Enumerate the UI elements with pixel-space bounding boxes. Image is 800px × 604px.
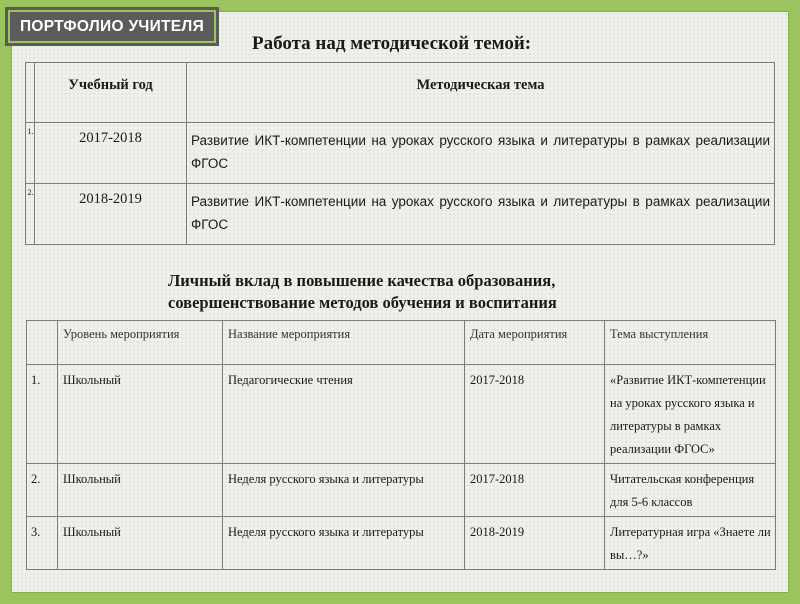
row-name: Неделя русского языка и литературы — [223, 464, 465, 517]
header-topic: Методическая тема — [187, 63, 775, 123]
section-title-contribution: Личный вклад в повышение качества образования, совершенствование методов обучения и воспитания — [168, 271, 557, 312]
table-row — [27, 365, 776, 464]
row-year: 2017-2018 — [35, 123, 187, 184]
table-row — [27, 517, 776, 570]
row-topic: Развитие ИКТ-компетенции на уроках русского языка и литературы в рамках реализации ФГОС — [187, 184, 775, 245]
row-date: 2018-2019 — [465, 517, 605, 570]
row-number: 1. — [27, 365, 58, 464]
row-speech-topic: Читательская конференция для 5-6 классов — [605, 464, 776, 517]
table-header-row — [26, 63, 775, 123]
header-level: Уровень мероприятия — [58, 321, 223, 365]
row-level: Школьный — [58, 365, 223, 464]
header-speech-topic: Тема выступления — [605, 321, 776, 365]
table-header-row — [27, 321, 776, 365]
method-topic-table — [25, 62, 775, 245]
row-number: 3. — [27, 517, 58, 570]
portfolio-badge: ПОРТФОЛИО УЧИТЕЛЯ — [8, 10, 216, 43]
row-topic: Развитие ИКТ-компетенции на уроках русского языка и литературы в рамках реализации ФГОС — [187, 123, 775, 184]
table-row — [26, 123, 775, 184]
row-level: Школьный — [58, 517, 223, 570]
row-number: 2. — [26, 184, 35, 245]
row-date: 2017-2018 — [465, 365, 605, 464]
header-name: Название мероприятия — [223, 321, 465, 365]
header-year: Учебный год — [35, 63, 187, 123]
row-level: Школьный — [58, 464, 223, 517]
row-speech-topic: «Развитие ИКТ-компетенции на уроках русского языка и литературы в рамках реализации ФГОС» — [605, 365, 776, 464]
contribution-table — [26, 320, 776, 570]
row-year: 2018-2019 — [35, 184, 187, 245]
row-number: 1. — [26, 123, 35, 184]
row-speech-topic: Литературная игра «Знаете ли вы…?» — [605, 517, 776, 570]
row-date: 2017-2018 — [465, 464, 605, 517]
table-row — [26, 184, 775, 245]
row-name: Педагогические чтения — [223, 365, 465, 464]
header-num — [26, 63, 35, 123]
table-row — [27, 464, 776, 517]
row-number: 2. — [27, 464, 58, 517]
section-title-method: Работа над методической темой: — [252, 33, 532, 54]
header-date: Дата мероприятия — [465, 321, 605, 365]
header-num — [27, 321, 58, 365]
row-name: Неделя русского языка и литературы — [223, 517, 465, 570]
